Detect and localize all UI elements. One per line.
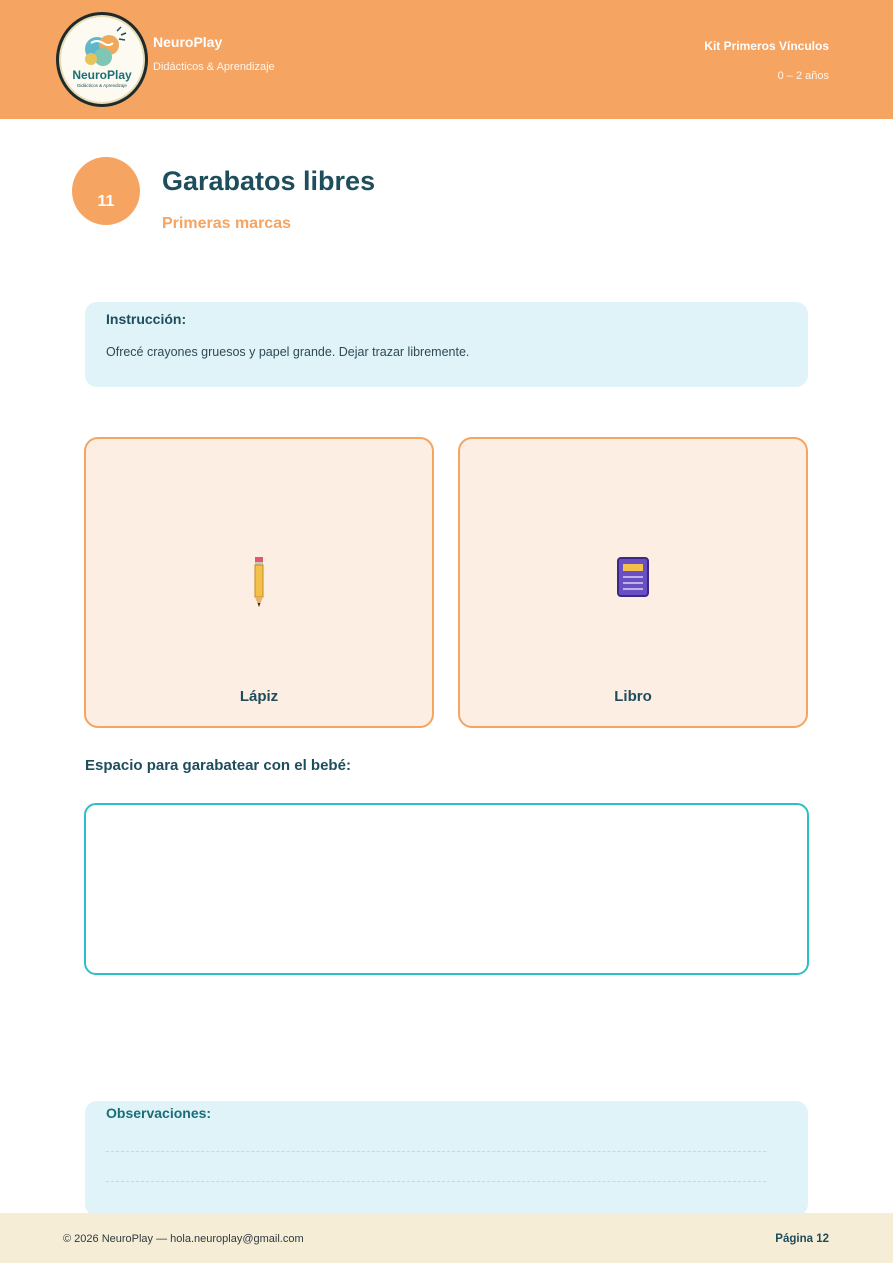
card-pencil	[84, 437, 434, 728]
page-footer	[0, 1213, 893, 1263]
activity-number-badge	[72, 157, 140, 225]
activity-subtitle: Primeras marcas	[162, 215, 291, 232]
observations-label: Observaciones:	[106, 1105, 212, 1121]
observations-box	[85, 1101, 808, 1216]
logo-subtext: Didácticos & Aprendizaje	[77, 83, 127, 88]
page-number: Página 12	[775, 1233, 829, 1245]
observation-line[interactable]	[106, 1151, 766, 1152]
scribble-area[interactable]	[84, 803, 809, 975]
card-label-pencil: Lápiz	[239, 688, 279, 705]
activity-title: Garabatos libres	[162, 166, 376, 196]
scribble-label: Espacio para garabatear con el bebé:	[85, 757, 351, 774]
page-header	[0, 0, 893, 119]
kit-title: Kit Primeros Vínculos	[704, 39, 829, 53]
book-icon	[617, 557, 649, 602]
instruction-box	[85, 302, 808, 387]
observation-line[interactable]	[106, 1181, 766, 1182]
activity-number: 11	[97, 193, 115, 210]
instruction-label: Instrucción:	[106, 311, 187, 327]
card-book	[458, 437, 808, 728]
card-label-book: Libro	[614, 688, 652, 705]
pencil-icon	[253, 557, 265, 614]
brand-name: NeuroPlay	[153, 34, 223, 50]
brand-logo	[56, 12, 148, 107]
age-range: 0 – 2 años	[777, 70, 829, 82]
logo-wordmark: NeuroPlay	[72, 68, 132, 82]
footer-copyright: © 2026 NeuroPlay — hola.neuroplay@gmail.com	[63, 1233, 304, 1245]
brand-tagline: Didácticos & Aprendizaje	[153, 61, 275, 73]
instruction-text: Ofrecé crayones gruesos y papel grande. Dejar trazar libremente.	[106, 345, 470, 359]
